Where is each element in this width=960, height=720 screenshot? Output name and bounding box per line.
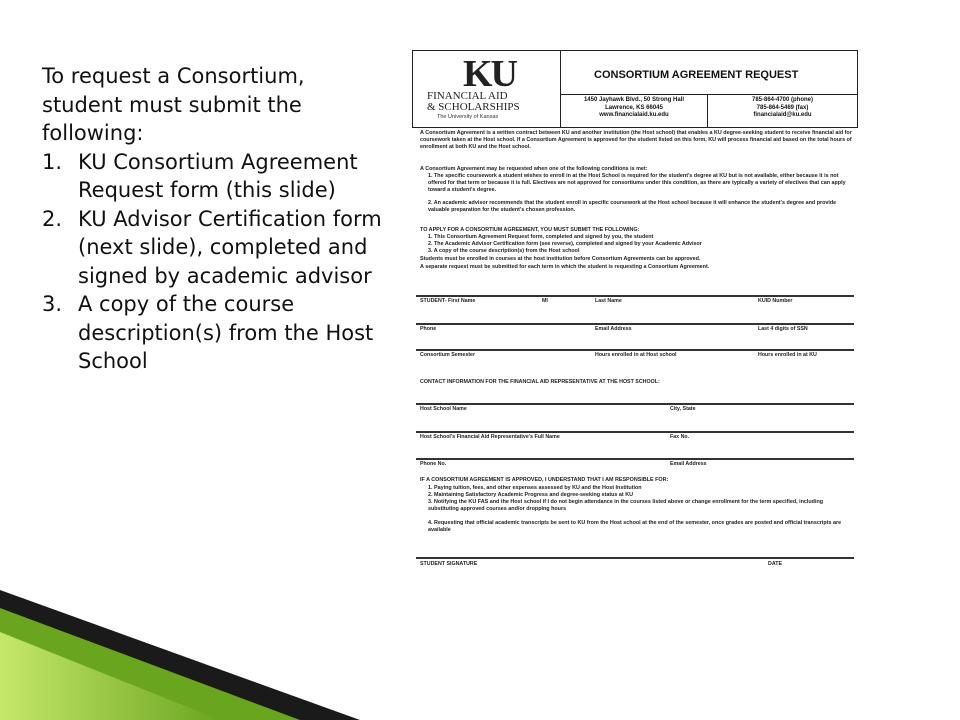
signature-label: STUDENT SIGNATURE <box>420 561 478 567</box>
contact-line: financialaid@ku.edu <box>753 112 812 118</box>
signature-rule <box>416 557 854 559</box>
conditions-lead: A Consortium Agreement may be requested when one of the following conditions is met: <box>420 166 648 172</box>
field-label: STUDENT- First Name <box>420 298 476 304</box>
list-text: KU Consortium Agreement Request form (this slide) <box>78 149 358 202</box>
field-label: Phone <box>420 326 437 332</box>
condition-1: 1. The specific coursework a student wishes to enroll in at the Host School is required for the student's degree at KU but is not available, either because it is not offered for that term or because it is full. Electives are not approved for consortiums under this condition, as there are typically a variety of electives that can apply toward a student's degree. <box>428 173 846 193</box>
apply-note: Students must be enrolled in courses at the host institution before Consortium Agreements can be approved. <box>420 256 701 262</box>
field-label: Phone No. <box>420 461 447 467</box>
field-label: Consortium Semester <box>420 352 476 358</box>
apply-item: 2. The Academic Advisor Certification form (see reverse), completed and signed by your Academic Advisor <box>428 241 702 247</box>
logo-line1: FINANCIAL AID <box>427 90 508 102</box>
field-label: Email Address <box>595 326 632 332</box>
divider <box>560 94 857 95</box>
responsibility-item: 2. Maintaining Satisfactory Academic Progress and degree-seeking status at KU <box>428 492 634 498</box>
intro-lead: To request a Consortium, student must submit the following: <box>42 64 305 145</box>
field-rule <box>416 295 854 297</box>
intro-text <box>42 62 382 376</box>
intro-paragraph: A Consortium Agreement is a written contract between KU and another institution (the Host school) that enables a KU degree-seeking student to receive financial aid for coursework taken at the Host school. If a Consortium Agreement is approved for the student listed on this form, KU will process financial aid based on the total hours of enrollment at both KU and the Host school. <box>420 130 852 150</box>
list-item <box>42 205 382 291</box>
requirements-list <box>42 148 382 376</box>
field-label: MI <box>542 298 548 304</box>
field-label: Fax No. <box>670 434 690 440</box>
field-rule <box>416 323 854 325</box>
field-label: Last Name <box>595 298 622 304</box>
field-label: Hours enrolled in at Host school <box>595 352 677 358</box>
responsibility-item: 3. Notifying the KU FAS and the Host school if I do not begin attendance in the courses listed above or change enrollment for the term specified, including substituting approved courses and/or dropping hours <box>428 499 824 512</box>
responsibility-item: 4. Requesting that official academic transcripts be sent to KU from the Host school at the end of the semester, once grades are posted and official transcripts are available <box>428 520 842 533</box>
logo-university: The University of Kansas <box>437 114 499 120</box>
form-title: CONSORTIUM AGREEMENT REQUEST <box>594 69 799 81</box>
field-label: Email Address <box>670 461 707 467</box>
field-label: Host School's Financial Aid Representative's Full Name <box>420 434 560 440</box>
apply-heading: TO APPLY FOR A CONSORTIUM AGREEMENT, YOU MUST SUBMIT THE FOLLOWING: <box>420 227 640 233</box>
field-rule <box>416 431 854 433</box>
form-header <box>412 50 858 128</box>
responsibility-heading: IF A CONSORTIUM AGREEMENT IS APPROVED, I UNDERSTAND THAT I AM RESPONSIBLE FOR: <box>420 477 669 483</box>
consortium-form-image <box>412 50 858 578</box>
field-label: KUID Number <box>758 298 793 304</box>
logo-line2: & SCHOLARSHIPS <box>427 101 520 113</box>
list-item <box>42 290 382 376</box>
list-number: 2. <box>42 206 63 231</box>
form-contact <box>708 97 857 120</box>
responsibility-item: 1. Paying tuition, fees, and other expenses assessed by KU and the Host Institution <box>428 485 642 491</box>
list-text: KU Advisor Certification form (next slide), completed and signed by academic advisor <box>78 206 382 288</box>
address-line: Lawrence, KS 66045 <box>605 104 663 111</box>
address-line: 1450 Jayhawk Blvd., 50 Strong Hall <box>583 97 685 103</box>
list-text: A copy of the course description(s) from the Host School <box>78 292 374 373</box>
apply-note: A separate request must be submitted for each term in which the student is requesting a Consortium Agreement. <box>420 264 710 270</box>
condition-2: 2. An academic advisor recommends that the student enroll in specific coursework at the Host school because it will enhance the student's degree and provide valuable preparation for the student's chosen profession. <box>428 200 837 213</box>
logo-ku: KU <box>463 53 516 95</box>
field-rule <box>416 458 854 460</box>
field-label: Host School Name <box>420 406 467 412</box>
date-label: DATE <box>768 561 783 567</box>
green-swoosh-decoration <box>0 580 400 720</box>
list-number: 3. <box>42 292 63 316</box>
list-item <box>42 148 382 205</box>
field-label: Hours enrolled in at KU <box>758 352 817 358</box>
field-label: City, State <box>670 406 696 412</box>
field-label: Last 4 digits of SSN <box>758 326 808 332</box>
contact-line: 785-864-4700 (phone) <box>751 97 814 103</box>
list-number: 1. <box>42 149 63 174</box>
apply-item: 3. A copy of the course description(s) from the Host school <box>428 248 580 254</box>
ku-fas-logo <box>427 53 555 122</box>
contact-heading: CONTACT INFORMATION FOR THE FINANCIAL AID REPRESENTATIVE AT THE HOST SCHOOL: <box>420 379 660 385</box>
form-address <box>561 97 707 120</box>
address-line: www.financialaid.ku.edu <box>599 112 669 118</box>
apply-item: 1. This Consortium Agreement Request form, completed and signed by you, the student <box>428 234 654 240</box>
field-rule <box>416 403 854 405</box>
contact-line: 785-864-5469 (fax) <box>756 104 809 111</box>
field-rule <box>416 349 854 351</box>
